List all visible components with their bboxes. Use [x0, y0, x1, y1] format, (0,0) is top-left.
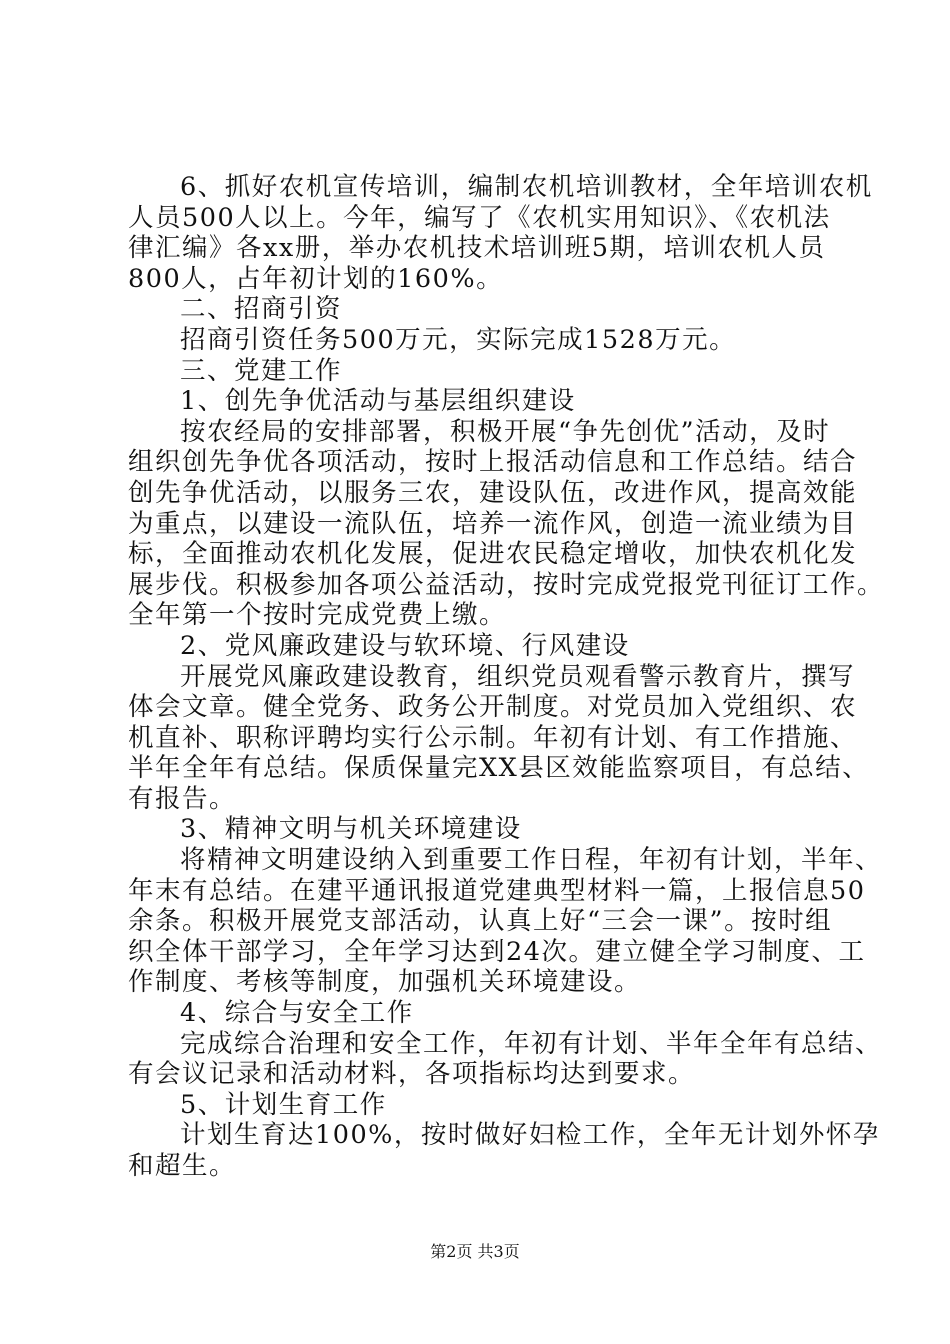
text-line: 计划生育达100%，按时做好妇检工作，全年无计划外怀孕 [180, 1120, 880, 1151]
text-line: 全年第一个按时完成党费上缴。 [128, 600, 507, 631]
text-line: 按农经局的安排部署，积极开展“争先创优”活动，及时 [180, 416, 831, 447]
text-line: 4、综合与安全工作 [180, 998, 414, 1029]
text-line: 招商引资任务500万元，实际完成1528万元。 [180, 324, 737, 355]
text-line: 6、抓好农机宣传培训，编制农机培训教材，全年培训农机 [180, 172, 873, 202]
text-line: 半年全年有总结。保质保量完XX县区效能监察项目，有总结、 [128, 753, 870, 784]
text-line: 组织创先争优各项活动，按时上报活动信息和工作总结。结合 [128, 447, 858, 478]
text-line: 律汇编》各xx册，举办农机技术培训班5期，培训农机人员 [128, 233, 826, 264]
text-line: 将精神文明建设纳入到重要工作日程，年初有计划，半年、 [180, 845, 883, 876]
text-line: 完成综合治理和安全工作，年初有计划、半年全年有总结、 [180, 1028, 883, 1059]
text-line: 3、精神文明与机关环境建设 [180, 814, 522, 845]
text-line: 年末有总结。在建平通讯报道党建典型材料一篇，上报信息50 [128, 875, 866, 906]
text-line: 有会议记录和活动材料，各项指标均达到要求。 [128, 1059, 696, 1090]
text-line: 机直补、职称评聘均实行公示制。年初有计划、有工作措施、 [128, 722, 858, 753]
text-line: 展步伐。积极参加各项公益活动，按时完成党报党刊征订工作。 [128, 569, 885, 600]
text-line: 二、招商引资 [180, 294, 343, 325]
text-line: 体会文章。健全党务、政务公开制度。对党员加入党组织、农 [128, 692, 858, 723]
text-line: 为重点，以建设一流队伍，培养一流作风，创造一流业绩为目 [128, 508, 858, 539]
text-line: 开展党风廉政建设教育，组织党员观看警示教育片，撰写 [180, 661, 856, 692]
text-line: 人员500人以上。今年，编写了《农机实用知识》、《农机法 [128, 202, 831, 233]
text-line: 5、计划生育工作 [180, 1089, 387, 1120]
page-footer: 第2页 共3页 [430, 1242, 520, 1261]
text-line: 创先争优活动，以服务三农，建设队伍，改进作风，提高效能 [128, 477, 858, 508]
text-line: 余条。积极开展党支部活动，认真上好“三会一课”。按时组 [128, 906, 833, 937]
text-line: 标，全面推动农机化发展，促进农民稳定增收，加快农机化发 [128, 539, 858, 570]
document-body [128, 172, 885, 1182]
text-line: 有报告。 [128, 783, 237, 814]
text-line: 作制度、考核等制度，加强机关环境建设。 [128, 967, 642, 998]
text-line: 三、党建工作 [180, 355, 343, 386]
text-line: 2、党风廉政建设与软环境、行风建设 [180, 630, 630, 661]
text-line: 1、创先争优活动与基层组织建设 [180, 386, 576, 417]
text-line: 800人，占年初计划的160%。 [128, 263, 504, 294]
text-line: 织全体干部学习，全年学习达到24次。建立健全学习制度、工 [128, 936, 866, 967]
text-line: 和超生。 [128, 1151, 237, 1181]
